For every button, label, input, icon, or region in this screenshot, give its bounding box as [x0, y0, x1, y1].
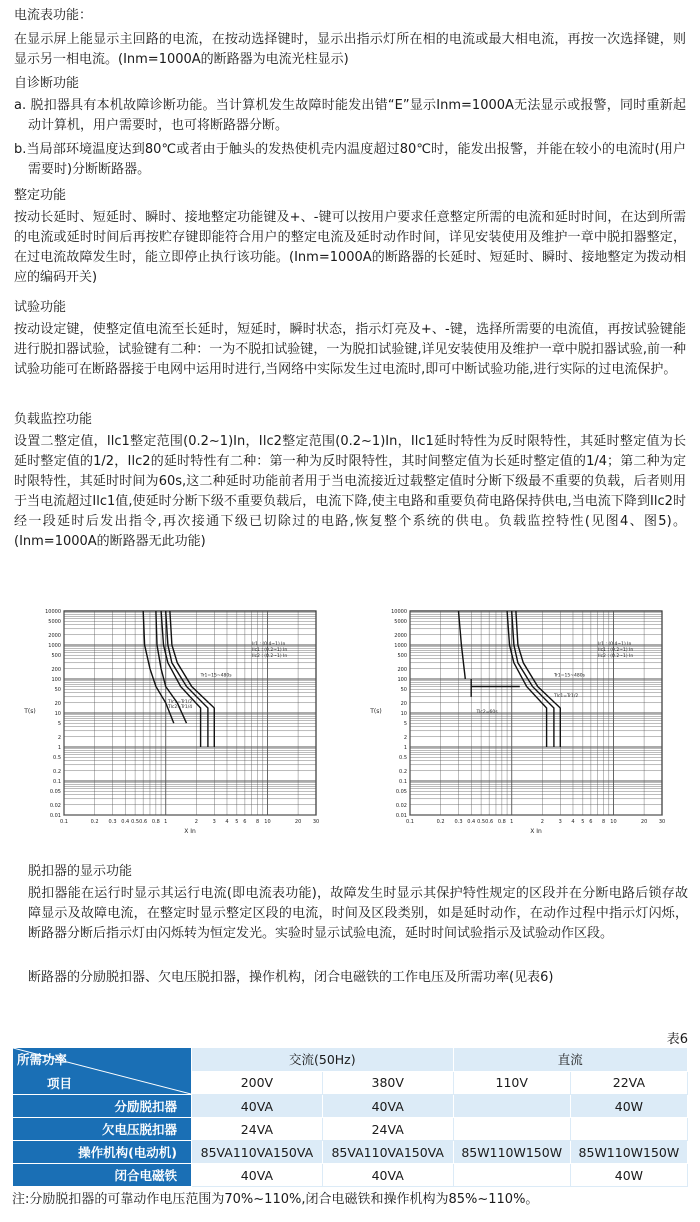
setting-body: 按动长延时、短延时、瞬时、接地整定功能键及+、-键可以按用户要求任意整定所需的电流和延时时间，在达到所需的电流或延时时间后再按贮存键即能符合用户的整定电流及延时动作时间，详见安装使用及维护一章中脱扣器整定，在过电流故障发生时，能立即停止执行该功能。(Inm=1000A的断路器的长延时、短延时、瞬时、接地整定为拨动相应的编码开关)	[14, 210, 686, 285]
x-tick-label: 6	[589, 819, 593, 825]
table-cell: 40VA	[192, 1164, 323, 1187]
table-cell: 85VA110VA150VA	[322, 1141, 453, 1164]
legend-entry: Ilc1 : (0.2~1) In	[598, 648, 634, 653]
corner-top-label: 所需功率	[17, 1052, 68, 1067]
x-tick-label: 1	[510, 819, 514, 825]
y-tick-label: 0.1	[53, 779, 61, 785]
y-tick-label: 0.05	[395, 789, 407, 796]
chart-annotation: Tlc2=60s	[476, 710, 498, 715]
test-body: 按动设定键，使整定值电流至长延时，短延时，瞬时状态，指示灯亮及+、-键，选择所需要的电流值，再按试验键能进行脱扣器试验，试验键有二种：一为不脱扣试验键，一为脱扣试验键,详见安装使用及维护一章中脱扣器试验,前一种试验功能可在断路器接于电网中运用时进行,当网络中实际发生过电流时,即可中断试验功能,进行实际的过电流保护。	[14, 322, 686, 377]
chart-annotation: Tlc1=Tr1/2	[167, 699, 193, 705]
legend-entry: Ir1 : (0.4~1) In	[598, 642, 632, 647]
setting-title: 整定功能	[14, 188, 67, 203]
table-corner	[13, 1048, 192, 1095]
y-tick-label: 100	[51, 677, 61, 683]
legend-entry: Ilc2 : (0.2~1) In	[598, 654, 634, 659]
table-cell	[453, 1095, 570, 1118]
y-tick-label: 5000	[394, 619, 407, 626]
row-label: 闭合电磁铁	[13, 1164, 192, 1187]
load-title: 负载监控功能	[14, 412, 93, 427]
x-tick-label: 0.2	[90, 819, 99, 825]
x-tick-label: 0.4	[467, 819, 476, 825]
y-tick-label: 10	[54, 711, 61, 717]
chart-annotation: Tr1=15~480s	[553, 673, 585, 679]
y-tick-label: 0.02	[395, 802, 407, 809]
load-body: 设置二整定值，Ilc1整定范围(0.2~1)In，Ⅰlc2整定范围(0.2~1)In，Ilc1延时特性为反时限特性，其延时整定值为长延时整定值的1/2，Ⅰlc2的延时特性有二种：第一种为反时限特性，其时间整定值为长延时整定值的1/4；第二种为定时限特性，其延时时间为60s,这二种延时功能前者用于当电流接近过载整定值时分断下级最不重要的负载，后者则用于当电流超过Ⅰlc1值,使延时分断下级不重要负载后，电流下降,使主电路和重要负荷电路保持供电,当电流下降到Ⅰlc2时经一段延时后发出指令,再次接通下级已切除过的电路,恢复整个系统的供电。负载监控特性(见图4、图5)。(Inm=1000A的断路器无此功能)	[14, 434, 686, 549]
x-tick-label: 6	[243, 819, 247, 825]
x-tick-label: 0.8	[151, 819, 160, 825]
x-tick-label: 8	[602, 819, 606, 825]
x-tick-label: 2	[540, 819, 544, 825]
x-axis-label: X In	[530, 828, 542, 835]
legend-entry: Ilc2 : (0.2~1) In	[252, 654, 288, 659]
y-tick-label: 50	[54, 687, 61, 694]
y-tick-label: 200	[51, 666, 61, 673]
table-row	[13, 1095, 688, 1118]
diag-item-a: a. 脱扣器具有本机故障诊断功能。当计算机发生故障时能发出错“E”显示Inm=1000A无法显示或报警，同时重新起动计算机，用户需要时，也可将断路器分断。	[14, 98, 686, 133]
x-tick-label: 10	[264, 819, 271, 825]
x-tick-label: 0.4	[121, 819, 130, 825]
x-tick-label: 20	[640, 819, 648, 825]
table-label: 表6	[666, 1032, 688, 1047]
table-cell: 40W	[570, 1095, 687, 1118]
table-row	[13, 1164, 688, 1187]
x-tick-label: 0.1	[60, 819, 68, 825]
x-tick-label: 0.3	[108, 819, 117, 825]
y-tick-label: 0.2	[53, 768, 61, 775]
table-cell: 24VA	[322, 1118, 453, 1141]
x-tick-label: 0.8	[497, 819, 506, 825]
y-tick-label: 10000	[45, 609, 61, 615]
row-label: 分励脱扣器	[13, 1095, 192, 1118]
chart-fig4	[16, 605, 336, 835]
col-22va: 22VA	[570, 1071, 687, 1095]
y-tick-label: 50	[400, 687, 407, 694]
x-tick-label: 1	[164, 819, 168, 825]
table-cell: 40W	[570, 1164, 687, 1187]
y-tick-label: 100	[397, 677, 407, 683]
x-tick-label: 2	[194, 819, 198, 825]
x-axis-label: X In	[184, 828, 196, 835]
x-tick-label: 0.6	[485, 819, 494, 825]
x-tick-label: 20	[294, 819, 302, 825]
y-tick-label: 1000	[48, 643, 61, 649]
table-row	[13, 1141, 688, 1164]
x-tick-label: 10	[610, 819, 617, 825]
y-tick-label: 0.2	[399, 768, 407, 775]
spec-table	[12, 1047, 688, 1187]
x-tick-label: 0.5	[131, 819, 140, 825]
diag-title: 自诊断功能	[14, 76, 80, 91]
legend-entry: Ir1 : (0.4~1) In	[252, 642, 286, 647]
x-tick-label: 8	[256, 819, 260, 825]
display-body: 脱扣器能在运行时显示其运行电流(即电流表功能)，故障发生时显示其保护特性规定的区段并在分断电路后锁存故障显示及故障电流，在整定时显示整定区段的电流，时间及区段类别，如是延时动作，在动作过程中指示灯闪烁，断路器分断后指示灯由闪烁转为恒定发光。实验时显示试验电流，延时时间试验指示及试验动作区段。	[28, 886, 688, 941]
table-cell	[453, 1118, 570, 1141]
y-tick-label: 10000	[391, 609, 407, 615]
table-cell: 40VA	[322, 1095, 453, 1118]
y-tick-label: 5	[403, 721, 407, 728]
x-tick-label: 3	[212, 819, 216, 825]
test-title: 试验功能	[14, 300, 67, 315]
ammeter-body: 在显示屏上能显示主回路的电流，在按动选择键时，显示出指示灯所在相的电流或最大相电流，再按一次选择键，则显示另一相电流。(Inm=1000A的断路器为电流光柱显示)	[14, 32, 686, 67]
chart-annotation: Tlc1=Tr1/2	[553, 693, 579, 699]
col-200v: 200V	[192, 1071, 323, 1095]
display-title: 脱扣器的显示功能	[28, 864, 133, 879]
y-tick-label: 1000	[394, 643, 407, 649]
x-tick-label: 4	[225, 819, 229, 825]
ammeter-title: 电流表功能：	[14, 8, 93, 23]
table-row	[13, 1118, 688, 1141]
footnote: 注:分励脱扣器的可靠动作电压范围为70%~110%,闭合电磁铁和操作机构为85%~110%。	[12, 1192, 539, 1207]
x-tick-label: 5	[581, 819, 585, 825]
header-ac: 交流(50Hz)	[192, 1048, 454, 1072]
y-tick-label: 2000	[394, 632, 407, 639]
y-tick-label: 2	[403, 734, 407, 741]
y-tick-label: 20	[54, 700, 61, 707]
x-tick-label: 0.3	[454, 819, 463, 825]
y-tick-label: 2	[57, 734, 61, 741]
table-cell: 24VA	[192, 1118, 323, 1141]
x-tick-label: 0.5	[477, 819, 486, 825]
y-tick-label: 0.01	[395, 813, 407, 819]
x-tick-label: 0.6	[139, 819, 148, 825]
col-380v: 380V	[322, 1071, 453, 1095]
y-tick-label: 500	[397, 653, 407, 660]
x-tick-label: 5	[235, 819, 239, 825]
x-tick-label: 0.2	[436, 819, 445, 825]
x-tick-label: 4	[571, 819, 575, 825]
y-tick-label: 2000	[48, 632, 61, 639]
y-axis-label: T(s)	[370, 708, 382, 715]
chart-fig5	[362, 605, 682, 835]
y-tick-label: 1	[57, 745, 61, 751]
table-cell: 85W110W150W	[453, 1141, 570, 1164]
y-tick-label: 0.5	[53, 755, 61, 762]
y-tick-label: 500	[51, 653, 61, 660]
corner-bottom-label: 项目	[47, 1076, 73, 1091]
y-tick-label: 5	[57, 721, 61, 728]
y-tick-label: 0.02	[49, 802, 61, 809]
row-label: 欠电压脱扣器	[13, 1118, 192, 1141]
y-tick-label: 0.1	[399, 779, 407, 785]
row-label: 操作机构(电动机)	[13, 1141, 192, 1164]
y-axis-label: T(s)	[24, 708, 36, 715]
x-tick-label: 30	[312, 819, 320, 825]
y-tick-label: 10	[400, 711, 407, 717]
chart-fig5-svg	[362, 605, 682, 835]
header-dc: 直流	[453, 1048, 687, 1072]
y-tick-label: 1	[403, 745, 407, 751]
y-tick-label: 200	[397, 666, 407, 673]
chart-annotation: Tr1=15~480s	[200, 673, 232, 679]
x-tick-label: 0.1	[406, 819, 414, 825]
col-110v: 110V	[453, 1071, 570, 1095]
y-tick-label: 0.5	[399, 755, 407, 762]
display-body-2: 断路器的分励脱扣器、欠电压脱扣器，操作机构，闭合电磁铁的工作电压及所需功率(见表6)	[28, 970, 554, 985]
legend-entry: Ilc1 : (0.2~1) In	[252, 648, 288, 653]
chart-fig4-svg	[16, 605, 336, 835]
y-tick-label: 0.01	[49, 813, 61, 819]
x-tick-label: 3	[558, 819, 562, 825]
chart-annotation: Tlc2=Tr1/4	[167, 705, 193, 711]
y-tick-label: 0.05	[49, 789, 61, 796]
table-cell: 85VA110VA150VA	[192, 1141, 323, 1164]
table-cell	[570, 1118, 687, 1141]
table-cell: 85W110W150W	[570, 1141, 687, 1164]
table-cell: 40VA	[192, 1095, 323, 1118]
diag-item-b: b.当局部环境温度达到80℃或者由于触头的发热使机壳内温度超过80℃时，能发出报警，并能在较小的电流时(用户需要时)分断断路器。	[14, 142, 686, 177]
table-cell: 40VA	[322, 1164, 453, 1187]
y-tick-label: 20	[400, 700, 407, 707]
x-tick-label: 30	[658, 819, 666, 825]
y-tick-label: 5000	[48, 619, 61, 626]
table-cell	[453, 1164, 570, 1187]
